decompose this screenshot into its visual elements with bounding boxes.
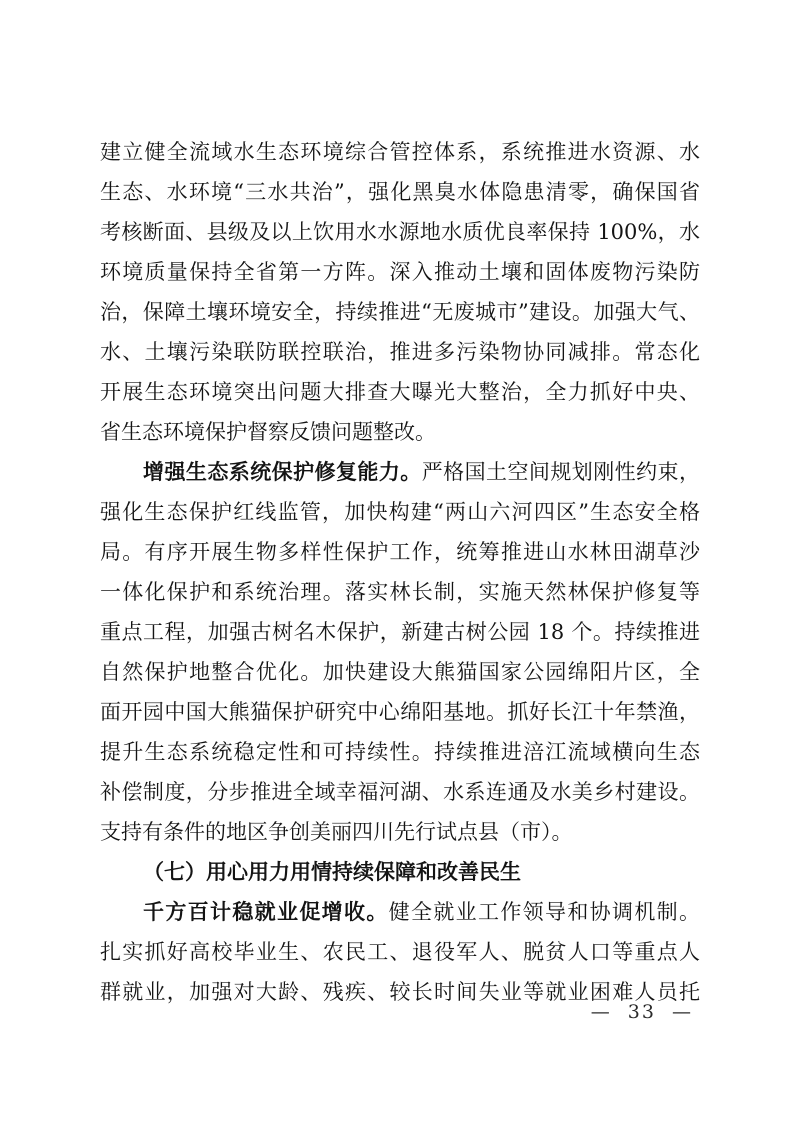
text-line — [100, 412, 700, 452]
bold-text-segment: （七）用心用力用情持续保障和改善民生 — [143, 859, 521, 884]
text-line — [100, 212, 700, 252]
page-number: — 33 — — [590, 1001, 693, 1023]
paragraph-ecology-environment — [100, 132, 700, 452]
text-segment: 开展生态环境突出问题大排查大曝光大整治，全力抓好中央、 — [100, 380, 700, 404]
text-line — [100, 892, 700, 932]
text-line — [100, 252, 700, 292]
text-line — [100, 612, 700, 652]
text-segment: 重点工程，加强古树名木保护，新建古树公园 18 个。持续推进 — [100, 620, 700, 644]
text-line — [100, 652, 700, 692]
text-line — [100, 372, 700, 412]
text-segment: 局。有序开展生物多样性保护工作，统筹推进山水林田湖草沙 — [100, 540, 700, 564]
paragraph-employment — [100, 892, 700, 1012]
text-segment: 治，保障土壤环境安全，持续推进“无废城市”建设。加强大气、 — [100, 300, 700, 324]
text-line — [100, 812, 700, 852]
heading-section-seven — [100, 852, 700, 892]
text-segment: 一体化保护和系统治理。落实林长制，实施天然林保护修复等 — [100, 580, 700, 604]
text-line — [100, 572, 700, 612]
text-segment: 水、土壤污染联防联控联治，推进多污染物协同减排。常态化 — [100, 340, 700, 364]
text-line — [100, 332, 700, 372]
text-segment: 健全就业工作领导和协调机制。 — [388, 900, 701, 924]
text-line — [100, 452, 700, 492]
paragraph-ecosystem-restoration — [100, 452, 700, 852]
text-segment: 严格国土空间规划刚性约束， — [421, 460, 700, 484]
text-segment: 提升生态系统稳定性和可持续性。持续推进涪江流域横向生态 — [100, 740, 700, 764]
text-segment: 补偿制度，分步推进全域幸福河湖、水系连通及水美乡村建设。 — [100, 780, 700, 804]
text-segment: 支持有条件的地区争创美丽四川先行试点县（市）。 — [100, 820, 573, 844]
text-segment: 扎实抓好高校毕业生、农民工、退役军人、脱贫人口等重点人 — [100, 940, 700, 964]
bold-text-segment: 千方百计稳就业促增收。 — [143, 899, 389, 924]
text-line — [100, 772, 700, 812]
text-segment: 群就业，加强对大龄、残疾、较长时间失业等就业困难人员托 — [100, 980, 700, 1004]
text-segment: 生态、水环境“三水共治”，强化黑臭水体隐患清零，确保国省 — [100, 180, 700, 204]
text-segment: 省生态环境保护督察反馈问题整改。 — [100, 420, 436, 444]
text-line — [100, 932, 700, 972]
text-line — [100, 692, 700, 732]
text-segment: 建立健全流域水生态环境综合管控体系，系统推进水资源、水 — [100, 140, 700, 164]
text-line — [100, 492, 700, 532]
text-segment: 自然保护地整合优化。加快建设大熊猫国家公园绵阳片区，全 — [100, 660, 700, 684]
text-segment: 环境质量保持全省第一方阵。深入推动土壤和固体废物污染防 — [100, 260, 700, 284]
text-segment: 强化生态保护红线监管，加快构建“两山六河四区”生态安全格 — [100, 500, 700, 524]
text-line — [100, 172, 700, 212]
document-body — [100, 132, 700, 1012]
text-line — [100, 132, 700, 172]
text-segment: 面开园中国大熊猫保护研究中心绵阳基地。抓好长江十年禁渔， — [100, 700, 700, 724]
bold-text-segment: 增强生态系统保护修复能力。 — [143, 459, 422, 484]
text-line — [100, 732, 700, 772]
text-line — [100, 852, 700, 892]
text-line — [100, 292, 700, 332]
text-segment: 考核断面、县级及以上饮用水水源地水质优良率保持 100%，水 — [100, 220, 700, 244]
text-line — [100, 532, 700, 572]
